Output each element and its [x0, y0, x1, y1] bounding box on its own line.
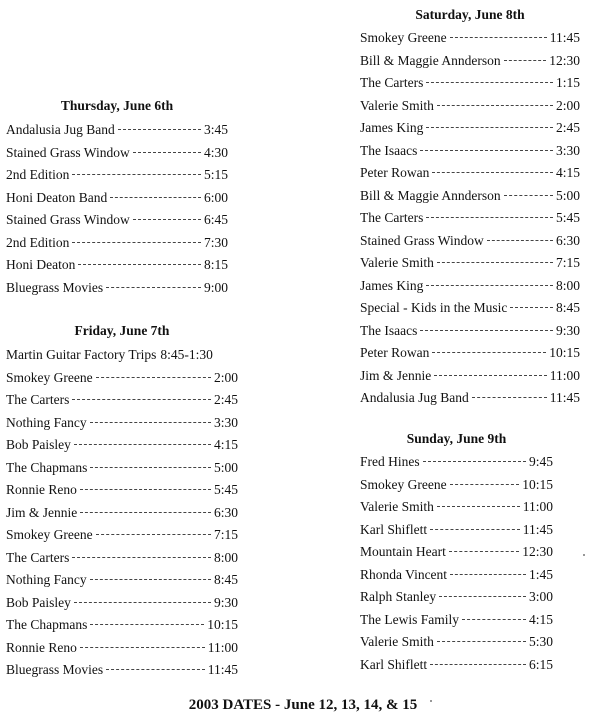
dot-leader: [74, 444, 211, 445]
schedule-row: [6, 637, 238, 660]
dot-leader: [450, 484, 520, 485]
schedule-row: [360, 654, 553, 677]
dot-leader: [80, 512, 211, 513]
schedule-row: [6, 389, 238, 412]
set-time: 7:15: [555, 255, 580, 270]
schedule-row: [360, 140, 580, 163]
performer-name: Bill & Maggie Annderson: [360, 52, 501, 68]
dot-leader: [90, 467, 211, 468]
schedule-row: [360, 609, 553, 632]
set-time: 9:45: [528, 454, 553, 469]
performer-name: Peter Rowan: [360, 165, 430, 180]
performer-name: Karl Shiflett: [360, 521, 428, 537]
schedule-row: [360, 365, 580, 388]
day-heading-friday: Friday, June 7th: [74, 323, 170, 338]
schedule-row: [360, 320, 580, 343]
schedule-row: [360, 27, 580, 50]
schedule-row: [360, 72, 580, 95]
schedule-row: [6, 344, 238, 367]
dot-leader: [439, 596, 526, 597]
set-time: 2:00: [213, 369, 238, 385]
set-time: 9:30: [555, 322, 580, 338]
dot-leader: [96, 377, 211, 378]
set-time: 12:30: [522, 544, 553, 559]
performer-name: 2nd Edition: [6, 234, 70, 250]
scan-speck: [583, 554, 585, 556]
schedule-row: [6, 614, 238, 637]
performer-name: Smokey Greene: [360, 30, 447, 45]
dot-leader: [450, 574, 526, 575]
dot-leader: [133, 219, 201, 220]
set-time: 11:45: [522, 521, 553, 537]
dot-leader: [432, 172, 553, 173]
set-time: 1:45: [528, 566, 553, 582]
schedule-row: [360, 50, 580, 73]
performer-name: The Carters: [360, 75, 424, 90]
set-time: 3:45: [203, 122, 228, 137]
performer-name: Jim & Jennie: [6, 504, 78, 520]
performer-name: James King: [360, 277, 424, 293]
dot-leader: [504, 60, 547, 61]
schedule-row: [6, 232, 228, 255]
performer-name: Fred Hines: [360, 454, 420, 469]
set-time: 6:45: [203, 212, 228, 227]
performer-name: Valerie Smith: [360, 499, 434, 514]
schedule-row: [6, 187, 228, 210]
schedule-row: [6, 592, 238, 615]
dot-leader: [420, 150, 553, 151]
schedule-row: [6, 524, 238, 547]
schedule-row: [6, 142, 228, 165]
set-time: 11:45: [207, 662, 238, 677]
performer-name: Stained Grass Window: [6, 144, 130, 160]
saturday-schedule: [360, 7, 580, 410]
dot-leader: [78, 264, 201, 265]
dot-leader: [510, 307, 553, 308]
set-time: 5:15: [203, 167, 228, 182]
schedule-row: [360, 95, 580, 118]
schedule-row: [360, 496, 553, 519]
dot-leader: [437, 506, 520, 507]
next-year-dates: [0, 697, 594, 714]
dot-leader: [487, 240, 553, 241]
dot-leader: [133, 152, 201, 153]
performer-name: James King: [360, 120, 424, 135]
schedule-row: [360, 564, 553, 587]
schedule-row: [6, 164, 228, 187]
dot-leader: [437, 105, 553, 106]
schedule-row: [6, 254, 228, 277]
performer-name: Nothing Fancy: [6, 414, 87, 430]
day-heading-thursday: Thursday, June 6th: [60, 98, 174, 113]
dot-leader: [426, 285, 553, 286]
sunday-schedule: [360, 431, 553, 676]
dot-leader: [106, 287, 201, 288]
performer-name: The Carters: [6, 392, 70, 407]
schedule-row: [360, 275, 580, 298]
schedule-list-friday: [6, 344, 238, 682]
performer-name: Smokey Greene: [6, 369, 93, 385]
schedule-row: [360, 297, 580, 320]
set-time: 5:30: [528, 634, 553, 649]
schedule-row: [6, 434, 238, 457]
schedule-row: [360, 252, 580, 275]
performer-name: Smokey Greene: [360, 476, 447, 492]
performer-name: Nothing Fancy: [6, 572, 87, 587]
day-heading-sunday: Sunday, June 9th: [406, 431, 507, 446]
dot-leader: [430, 529, 520, 530]
schedule-row: [360, 541, 553, 564]
set-time: 11:00: [207, 639, 238, 655]
schedule-row: [6, 479, 238, 502]
set-time: 8:45: [213, 572, 238, 587]
schedule-list-saturday: [360, 27, 580, 410]
set-time: 11:00: [522, 499, 553, 514]
dot-leader: [504, 195, 553, 196]
performer-name: Bluegrass Movies: [6, 662, 104, 677]
performer-name: Valerie Smith: [360, 634, 434, 649]
dot-leader: [437, 262, 553, 263]
dot-leader: [90, 624, 204, 625]
set-time: 7:15: [213, 527, 238, 542]
dot-leader: [96, 534, 211, 535]
performer-name: Bob Paisley: [6, 437, 71, 452]
set-time: 5:00: [555, 187, 580, 203]
set-time: 5:00: [213, 459, 238, 475]
performer-name: The Isaacs: [360, 142, 418, 158]
dot-leader: [110, 197, 201, 198]
set-time: 10:15: [549, 345, 580, 360]
performer-name: Honi Deaton Band: [6, 189, 108, 205]
schedule-row: [6, 119, 228, 142]
performer-name: Ronnie Reno: [6, 482, 77, 497]
dot-leader: [432, 352, 546, 353]
performer-name: Honi Deaton: [6, 257, 76, 272]
set-time: 8:45: [555, 300, 580, 315]
schedule-row: [6, 659, 238, 682]
set-time: 3:30: [213, 414, 238, 430]
dot-leader: [106, 669, 205, 670]
schedule-row: [360, 185, 580, 208]
performer-name: The Carters: [360, 210, 424, 225]
schedule-row: [360, 519, 553, 542]
schedule-row: [6, 457, 238, 480]
set-time: 11:45: [549, 390, 580, 405]
schedule-row: [360, 230, 580, 253]
schedule-row: [360, 117, 580, 140]
set-time: 6:15: [528, 656, 553, 672]
schedule-row: [360, 586, 553, 609]
dot-leader: [80, 647, 205, 648]
schedule-row: [6, 569, 238, 592]
performer-name: Peter Rowan: [360, 345, 430, 360]
dot-leader: [437, 641, 526, 642]
set-time: 4:15: [213, 437, 238, 452]
schedule-list-sunday: [360, 451, 553, 676]
dot-leader: [426, 127, 553, 128]
schedule-row: [6, 277, 228, 300]
set-time: 3:30: [555, 142, 580, 158]
dot-leader: [430, 664, 526, 665]
dot-leader: [472, 397, 547, 398]
dot-leader: [72, 399, 211, 400]
performer-name: Andalusia Jug Band: [360, 390, 469, 405]
set-time: 10:15: [522, 476, 553, 492]
set-time: 6:30: [213, 504, 238, 520]
schedule-row: [6, 547, 238, 570]
set-time: 4:15: [528, 611, 553, 627]
set-time: 9:00: [203, 279, 228, 295]
performer-name: Bill & Maggie Annderson: [360, 187, 501, 203]
dot-leader: [72, 557, 211, 558]
schedule-list-thursday: [6, 119, 228, 299]
schedule-row: [6, 209, 228, 232]
performer-name: 2nd Edition: [6, 167, 70, 182]
set-time: 5:45: [213, 482, 238, 497]
scan-speck: [430, 700, 432, 702]
set-time: 1:15: [555, 75, 580, 90]
dot-leader: [90, 579, 211, 580]
schedule-row: [360, 451, 553, 474]
performer-name: The Isaacs: [360, 322, 418, 338]
set-time: 4:30: [203, 144, 228, 160]
schedule-row: [360, 631, 553, 654]
performer-name: The Chapmans: [6, 617, 88, 632]
performer-name: Mountain Heart: [360, 544, 446, 559]
footer-text: 2003 DATES - June 12, 13, 14, & 15: [188, 697, 418, 713]
performer-name: Valerie Smith: [360, 255, 434, 270]
set-time: 5:45: [555, 210, 580, 225]
dot-leader: [74, 602, 211, 603]
friday-schedule: [6, 323, 238, 682]
dot-leader: [420, 330, 553, 331]
dot-leader: [90, 422, 211, 423]
schedule-row: [6, 412, 238, 435]
thursday-schedule: [6, 98, 228, 299]
performer-name: Special - Kids in the Music: [360, 300, 508, 315]
performer-name: Jim & Jennie: [360, 367, 432, 383]
performer-name: Ronnie Reno: [6, 639, 77, 655]
schedule-row: [360, 207, 580, 230]
dot-leader: [449, 551, 519, 552]
set-time: 3:00: [528, 589, 553, 604]
set-time: 4:15: [555, 165, 580, 180]
schedule-row: [360, 387, 580, 410]
dot-leader: [450, 37, 547, 38]
dot-leader: [80, 489, 211, 490]
set-time: 9:30: [213, 594, 238, 610]
set-time: 2:45: [555, 120, 580, 135]
set-time: 8:15: [203, 257, 228, 272]
set-time: 2:00: [555, 97, 580, 113]
set-time: 8:00: [555, 277, 580, 293]
set-time: 2:45: [213, 392, 238, 407]
performer-name: The Chapmans: [6, 459, 88, 475]
schedule-row: [360, 342, 580, 365]
set-time: 6:00: [203, 189, 228, 205]
performer-name: Bob Paisley: [6, 594, 71, 610]
schedule-row: [360, 474, 553, 497]
set-time: 8:45-1:30: [160, 347, 213, 362]
schedule-row: [360, 162, 580, 185]
set-time: 7:30: [203, 234, 228, 250]
performer-name: Stained Grass Window: [360, 232, 484, 248]
performer-name: Martin Guitar Factory Trips: [6, 347, 157, 362]
performer-name: The Carters: [6, 549, 70, 565]
performer-name: Andalusia Jug Band: [6, 122, 115, 137]
set-time: 11:00: [549, 367, 580, 383]
set-time: 10:15: [207, 617, 238, 632]
set-time: 11:45: [549, 30, 580, 45]
schedule-row: [6, 367, 238, 390]
day-heading-saturday: Saturday, June 8th: [415, 7, 525, 22]
dot-leader: [426, 82, 553, 83]
set-time: 12:30: [549, 52, 580, 68]
dot-leader: [426, 217, 553, 218]
dot-leader: [72, 242, 201, 243]
performer-name: The Lewis Family: [360, 611, 459, 627]
schedule-row: [6, 502, 238, 525]
dot-leader: [462, 619, 526, 620]
performer-name: Stained Grass Window: [6, 212, 130, 227]
dot-leader: [72, 174, 201, 175]
performer-name: Karl Shiflett: [360, 656, 428, 672]
performer-name: Ralph Stanley: [360, 589, 437, 604]
set-time: 8:00: [213, 549, 238, 565]
performer-name: Smokey Greene: [6, 527, 93, 542]
performer-name: Bluegrass Movies: [6, 279, 104, 295]
set-time: 6:30: [555, 232, 580, 248]
dot-leader: [118, 129, 201, 130]
performer-name: Valerie Smith: [360, 97, 434, 113]
performer-name: Rhonda Vincent: [360, 566, 448, 582]
dot-leader: [434, 375, 547, 376]
dot-leader: [423, 461, 526, 462]
